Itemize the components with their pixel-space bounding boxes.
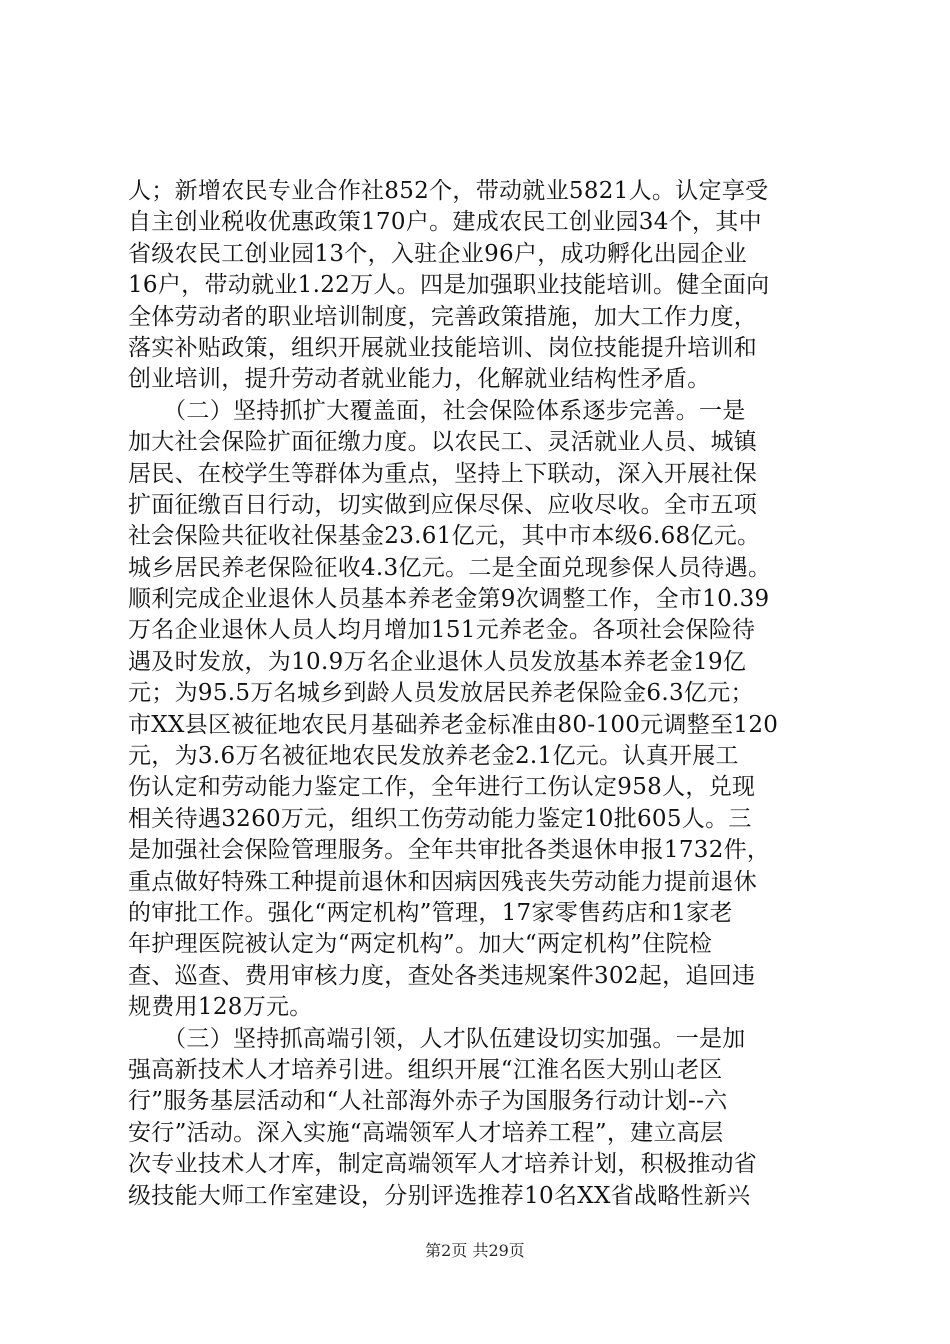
text-line: 行”服务基层活动和“人社部海外赤子为国服务行动计划--六 <box>128 1088 728 1115</box>
text-line: 全体劳动者的职业培训制度，完善政策措施，加大工作力度， <box>128 303 758 330</box>
text-line: （二）坚持抓扩大覆盖面，社会保险体系逐步完善。一是 <box>128 397 746 424</box>
text-line: 万名企业退休人员人均月增加151元养老金。各项社会保险待 <box>128 617 756 644</box>
text-line: 强高新技术人才培养引进。组织开展“江淮名医大别山老区 <box>128 1056 723 1083</box>
text-line: 规费用128万元。 <box>128 994 313 1021</box>
text-line: 重点做好特殊工种提前退休和因病因残丧失劳动能力提前退休 <box>128 868 758 895</box>
text-line: 加大社会保险扩面征缴力度。以农民工、灵活就业人员、城镇 <box>128 429 758 456</box>
text-line: 级技能大师工作室建设，分别评选推荐10名XX省战略性新兴 <box>128 1182 751 1209</box>
text-line: 扩面征缴百日行动，切实做到应保尽保、应收尽收。全市五项 <box>128 491 758 518</box>
text-line: 元，为3.6万名被征地农民发放养老金2.1亿元。认真开展工 <box>128 743 739 770</box>
text-line: 自主创业税收优惠政策170户。建成农民工创业园34个，其中 <box>128 209 762 236</box>
text-line: 16户，带动就业1.22万人。四是加强职业技能培训。健全面向 <box>128 272 770 299</box>
text-line: 相关待遇3260万元，组织工伤劳动能力鉴定10批605人。三 <box>128 805 752 832</box>
page-number-label: 第2页 共29页 <box>425 1241 525 1260</box>
text-line: 的审批工作。强化“两定机构”管理，17家零售药店和1家老 <box>128 899 733 926</box>
text-line: 社会保险共征收社保基金23.61亿元，其中市本级6.68亿元。 <box>128 523 761 550</box>
text-line: 查、巡查、费用审核力度，查处各类违规案件302起，追回违 <box>128 962 756 989</box>
text-line: 省级农民工创业园13个，入驻企业96户，成功孵化出园企业 <box>128 240 747 267</box>
text-line: 居民、在校学生等群体为重点，坚持上下联动，深入开展社保 <box>128 460 758 487</box>
text-line: 伤认定和劳动能力鉴定工作，全年进行工伤认定958人，兑现 <box>128 774 756 801</box>
text-line: 市XX县区被征地农民月基础养老金标准由80-100元调整至120 <box>128 711 779 738</box>
text-line: 人；新增农民专业合作社852个，带动就业5821人。认定享受 <box>128 178 769 204</box>
text-line: 城乡居民养老保险征收4.3亿元。二是全面兑现参保人员待遇。 <box>128 554 772 581</box>
text-line: 顺利完成企业退休人员基本养老金第9次调整工作，全市10.39 <box>128 586 770 613</box>
text-line: 是加强社会保险管理服务。全年共审批各类退休申报1732件， <box>128 837 771 864</box>
text-line: 次专业技术人才库，制定高端领军人才培养计划，积极推动省 <box>128 1151 758 1178</box>
page-footer <box>0 1238 950 1261</box>
text-line: 年护理医院被认定为“两定机构”。加大“两定机构”住院检 <box>128 931 713 958</box>
text-line: （三）坚持抓高端引领，人才队伍建设切实加强。一是加 <box>128 1025 746 1052</box>
text-line: 元；为95.5万名城乡到龄人员发放居民养老保险金6.3亿元； <box>128 680 754 707</box>
text-line: 遇及时发放，为10.9万名企业退休人员发放基本养老金19亿 <box>128 648 747 675</box>
text-line: 落实补贴政策，组织开展就业技能培训、岗位技能提升培训和 <box>128 334 758 361</box>
text-line: 安行”活动。深入实施“高端领军人才培养工程”，建立高层 <box>128 1119 724 1146</box>
body-text <box>128 176 840 1212</box>
text-line: 创业培训，提升劳动者就业能力，化解就业结构性矛盾。 <box>128 366 711 393</box>
